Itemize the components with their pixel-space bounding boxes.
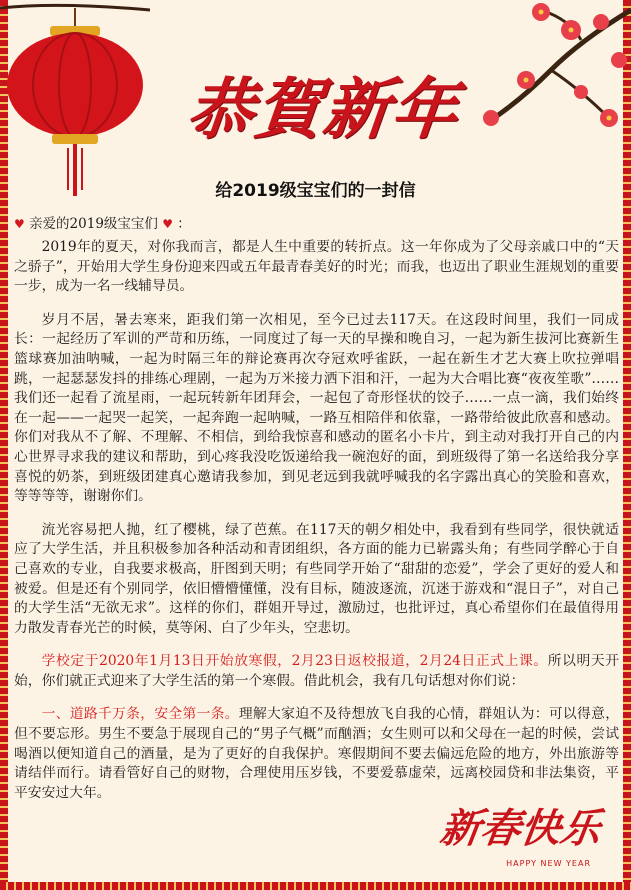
paragraph: 学校定于2020年1月13日开始放寒假，2月23日返校报道，2月24日正式上课。所以明天开始，你们就正式迎来了大学生活的第一个寒假。借此机会，我有几句话想对你们说： (14, 653, 619, 689)
greeting-text: 亲爱的2019级宝宝们 (29, 216, 158, 232)
paragraph: 一、道路千万条，安全第一条。理解大家迫不及待想放飞自我的心情，群姐认为：可以得意，但不要忘形。男生不要急于展现自己的“男子气概”而酗酒；女生则可以和父母在一起的时候，尝试喝酒以便知道自己的酒量，是为了更好的自我保护。寒假期间不要去偏远危险的地方，外出旅游等请结伴而行。请看管好自己的财物，合理使用压岁钱，不要爱慕虚荣，远离校园贷和非法集资，平平安安过大年。 (14, 706, 620, 801)
paragraph: 流光容易把人抛，红了樱桃，绿了芭蕉。在117天的朝夕相处中，我看到有些同学，很快就适应了大学生活，并且积极参加各种活动和青团组织，各方面的能力已崭露头角；有些同学醉心于自己喜欢的专业，自我要求极高，肝图到天明；有些同学开始了“甜甜的恋爱”，学会了更好的爱人和被爱。但是还有个别同学，依旧懵懵懂懂，没有目标，随波逐流，沉迷于游戏和“混日子”，对自己的大学生活“无欲无求”。这样的你们，群姐开导过，激励过，也批评过，真心希望你们在最值得用力散发青春光芒的时候，莫等闲、白了少年头，空悲切。 (14, 521, 619, 636)
paragraph: 岁月不居，暑去寒来，距我们第一次相见，至今已过去117天。在这段时间里，我们一同成长：一起经历了军训的严苛和历练，一同度过了每一天的早操和晚自习，一起为新生拔河比赛新生篮球赛加油呐喊，一起为时隔三年的辩论赛再次夺冠欢呼雀跃，一起在新生才艺大赛上吹拉弹唱跳，一起瑟瑟发抖的排练心理剧，一起为万米接力洒下泪和汗，一起为大合唱比赛“夜夜笙歌”……我们还一起看了流星雨，一起玩转新年团拜会，一起包了奇形怪状的饺子……一点一滴，我们始终在一起——一起哭一起笑，一起奔跑一起呐喊，一路互相陪伴和依靠，一路带给彼此欣喜和感动。你们对我从不了解、不理解、不相信，到给我惊喜和感动的匿名小卡片，到主动对我打开自己的内心世界寻求我的建议和帮助，到心疼我没吃饭递给我一碗泡好的面，到班级得了第一名送给我分享喜悦的奶茶，到班级团建真心邀请我参加，到见老远到我就呼喊我的名字露出真心的笑脸和喜欢，等等等等，谢谢你们。 (14, 311, 619, 505)
paragraph: 2019年的夏天，对你我而言，都是人生中重要的转折点。这一年你成为了父母亲戚口中的“天之骄子”，开始用大学生身份迎来四或五年最青春美好的时光；而我，也迈出了职业生涯规划的重要一步，成为一名一线辅导员。 (14, 239, 619, 295)
highlight-text: 一、道路千万条，安全第一条。 (41, 706, 239, 723)
footer-calligraphy: 新春快乐 (437, 805, 604, 852)
heart-icon: ♥ (162, 217, 173, 231)
footer-english: HAPPY NEW YEAR (506, 859, 591, 868)
letter-greeting (14, 212, 191, 232)
bottom-border-pattern (0, 882, 631, 890)
greeting-colon: ： (177, 216, 191, 232)
heart-icon: ♥ (14, 217, 25, 231)
calligraphy-title: 恭賀新年 (183, 70, 464, 148)
letter-subtitle: 给2019级宝宝们的一封信 (215, 181, 416, 201)
lantern-icon (0, 0, 150, 200)
highlight-text: 学校定于2020年1月13日开始放寒假，2月23日返校报道，2月24日正式上课。 (41, 653, 548, 670)
letter-body (14, 238, 619, 817)
